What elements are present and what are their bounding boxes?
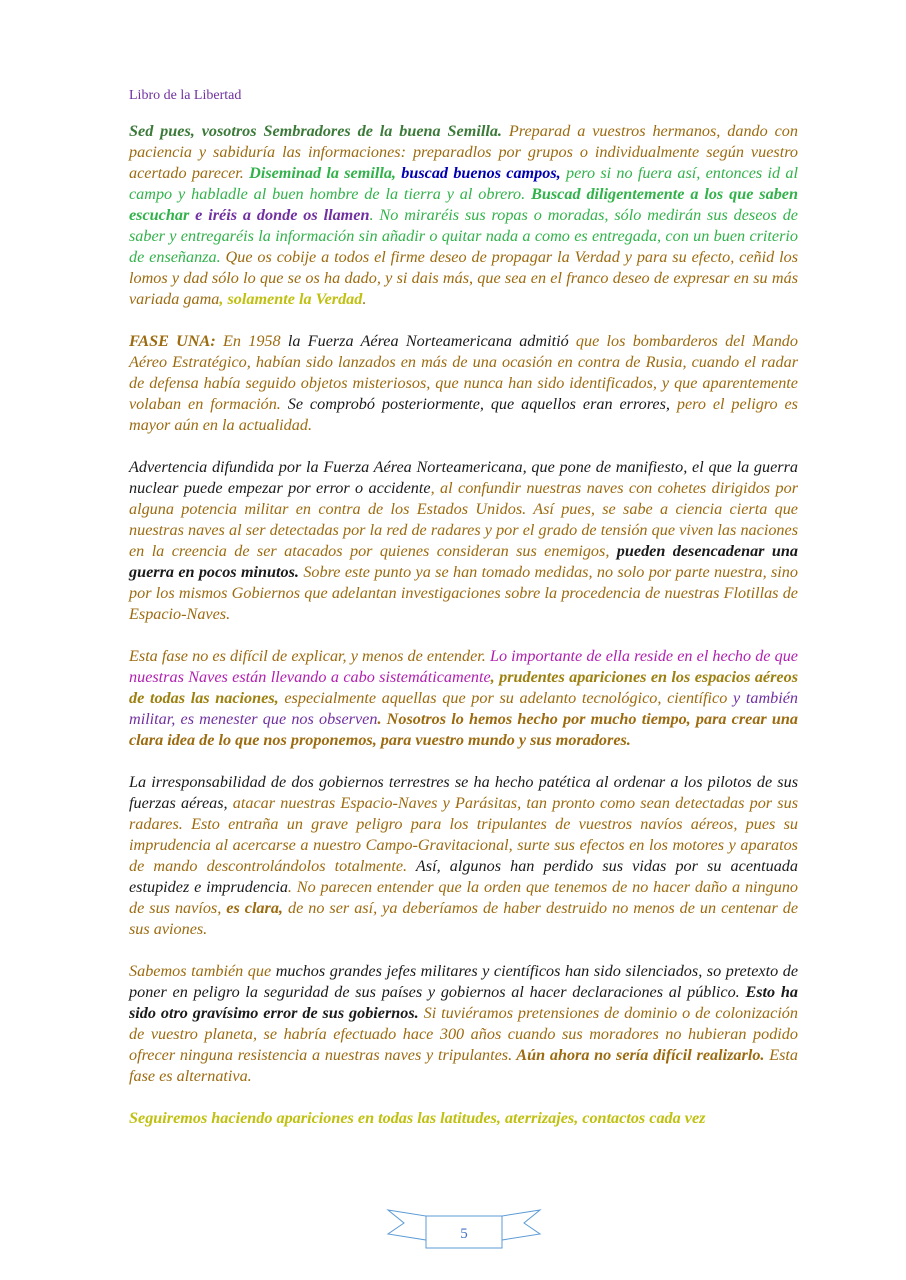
text-run: e iréis a donde os llamen xyxy=(189,206,370,224)
paragraph xyxy=(129,772,798,940)
paragraph xyxy=(129,457,798,625)
text-run: pueden desencadenar una guerra en pocos minutos. xyxy=(129,542,798,581)
text-run: La irresponsabilidad de dos gobiernos terrestres se ha hecho patética al ordenar a los pilotos de sus fuerzas aéreas, xyxy=(129,773,798,812)
text-run: la Fuerza Aérea Norteamericana admitió xyxy=(280,332,569,350)
paragraph xyxy=(129,121,798,310)
text-run: de no ser así, ya deberíamos de haber destruido no menos de un centenar de sus aviones. xyxy=(129,899,799,938)
text-run: especialmente aquellas que por su adelanto tecnológico, científico xyxy=(278,689,728,707)
text-run: buscad buenos campos, xyxy=(395,164,561,182)
paragraph xyxy=(129,646,798,751)
text-run: . No miraréis sus ropas o moradas, sólo medirán sus deseos de saber y entregaréis la información sin añadir o quitar nada a como es entregada, con un buen criterio de enseñanza. xyxy=(129,206,798,266)
text-run: Esto ha sido otro gravísimo error de sus gobiernos. xyxy=(129,983,798,1022)
text-run: Esta fase es alternativa. xyxy=(129,1046,798,1085)
text-run: Sobre este punto ya se han tomado medidas, no solo por parte nuestra, sino por los mismos Gobiernos que adelantan investigaciones sobre la procedencia de nuestras Flotillas de Espacio-Naves. xyxy=(129,563,798,623)
text-run: En 1958 xyxy=(215,332,281,350)
text-run: FASE UNA: xyxy=(129,332,216,350)
text-run: Así, algunos han perdido sus vidas por su acentuada estupidez e imprudencia xyxy=(129,857,798,896)
text-run: pero el peligro es mayor aún en la actualidad. xyxy=(129,395,798,434)
text-run: . No parecen entender que la orden que tenemos de no hacer daño a ninguno de sus navíos, xyxy=(129,878,799,917)
text-run: atacar nuestras Espacio-Naves y Parásitas, tan pronto como sean detectadas por sus radares. Esto entraña un grave peligro para los tripulantes de vuestros navíos aéreos, pues su imprudencia al acercarse a nuestro Campo-Gravitacional, surte sus efectos en los motores y aparatos de mando descontrolándolos totalmente. xyxy=(129,794,798,875)
text-run: Se comprobó posteriormente, que aquellos eran errores, xyxy=(280,395,670,413)
paragraph xyxy=(129,1108,798,1129)
text-run: Seguiremos haciendo apariciones en todas las latitudes, aterrizajes, contactos cada vez xyxy=(129,1109,706,1127)
text-run: . Nosotros lo hemos hecho por mucho tiempo, para crear una clara idea de lo que nos proponemos, para vuestro mundo y sus moradores. xyxy=(129,710,798,749)
document-header: Libro de la Libertad xyxy=(129,88,242,103)
text-run: Que os cobije a todos el firme deseo de propagar la Verdad y para su efecto, ceñid los lomos y dad sólo lo que se os ha dado, y si dais más, que sea en el franco deseo de expresar en su más variada gama xyxy=(129,248,798,308)
text-run: Preparad a vuestros hermanos, dando con paciencia y sabiduría las informaciones: preparadlos por grupos o individualmente según vuestro acertado parecer. xyxy=(129,122,798,182)
text-run: y también militar, es menester que nos observen xyxy=(129,689,799,728)
text-run: Si tuviéramos pretensiones de dominio o de colonización de vuestro planeta, se habría efectuado hace 300 años cuando sus moradores no hubieran podido ofrecer ninguna resistencia a nuestras naves y tripulantes. xyxy=(129,1004,798,1064)
paragraph xyxy=(129,961,798,1087)
text-run: que los bombarderos del Mando Aéreo Estratégico, habían sido lanzados en más de una ocasión en contra de Rusia, cuando el radar de defensa había seguido objetos misteriosos, que nunca han sido identificados, y que aparentemente volaban en formación. xyxy=(129,332,798,413)
text-run: es clara, xyxy=(221,899,283,917)
page-number: 5 xyxy=(460,1226,468,1242)
page-number-banner xyxy=(386,1206,542,1250)
text-run: Aún ahora no sería difícil realizarlo. xyxy=(512,1046,765,1064)
text-run: , prudentes apariciones en los espacios aéreos de todas las naciones, xyxy=(129,668,798,707)
text-run: Sabemos también que xyxy=(129,962,272,980)
text-run: muchos grandes jefes militares y científicos han sido silenciados, so pretexto de poner en peligro la seguridad de sus países y gobiernos al hacer declaraciones al público. xyxy=(129,962,799,1001)
text-run: , solamente la Verdad xyxy=(219,290,363,308)
text-run: pero si no fuera así, entonces id al campo y habladle al buen hombre de la tierra y al obrero. xyxy=(129,164,798,203)
text-run: Buscad diligentemente a los que saben escuchar xyxy=(129,185,798,224)
text-run: Advertencia difundida por la Fuerza Aérea Norteamericana, que pone de manifiesto, el que la guerra nuclear puede empezar por error o accidente xyxy=(129,458,798,497)
document-body xyxy=(129,121,798,1150)
text-run: Esta fase no es difícil de explicar, y menos de entender. xyxy=(129,647,486,665)
text-run: , al confundir nuestras naves con cohetes dirigidos por alguna potencia militar en contra de los Estados Unidos. Así pues, se sabe a ciencia cierta que nuestras naves al ser detectadas por la red de radares y por el grado de tensión que viven las naciones en la creencia de ser atacados por quienes consideran sus enemigos, xyxy=(129,479,798,560)
text-run: Diseminad la semilla, xyxy=(249,164,396,182)
text-run: Sed pues, vosotros Sembradores de la buena Semilla. xyxy=(129,122,502,140)
paragraph xyxy=(129,331,798,436)
text-run: Lo importante de ella reside en el hecho de que nuestras Naves están llevando a cabo sistemáticamente xyxy=(129,647,798,686)
text-run: . xyxy=(362,290,367,308)
